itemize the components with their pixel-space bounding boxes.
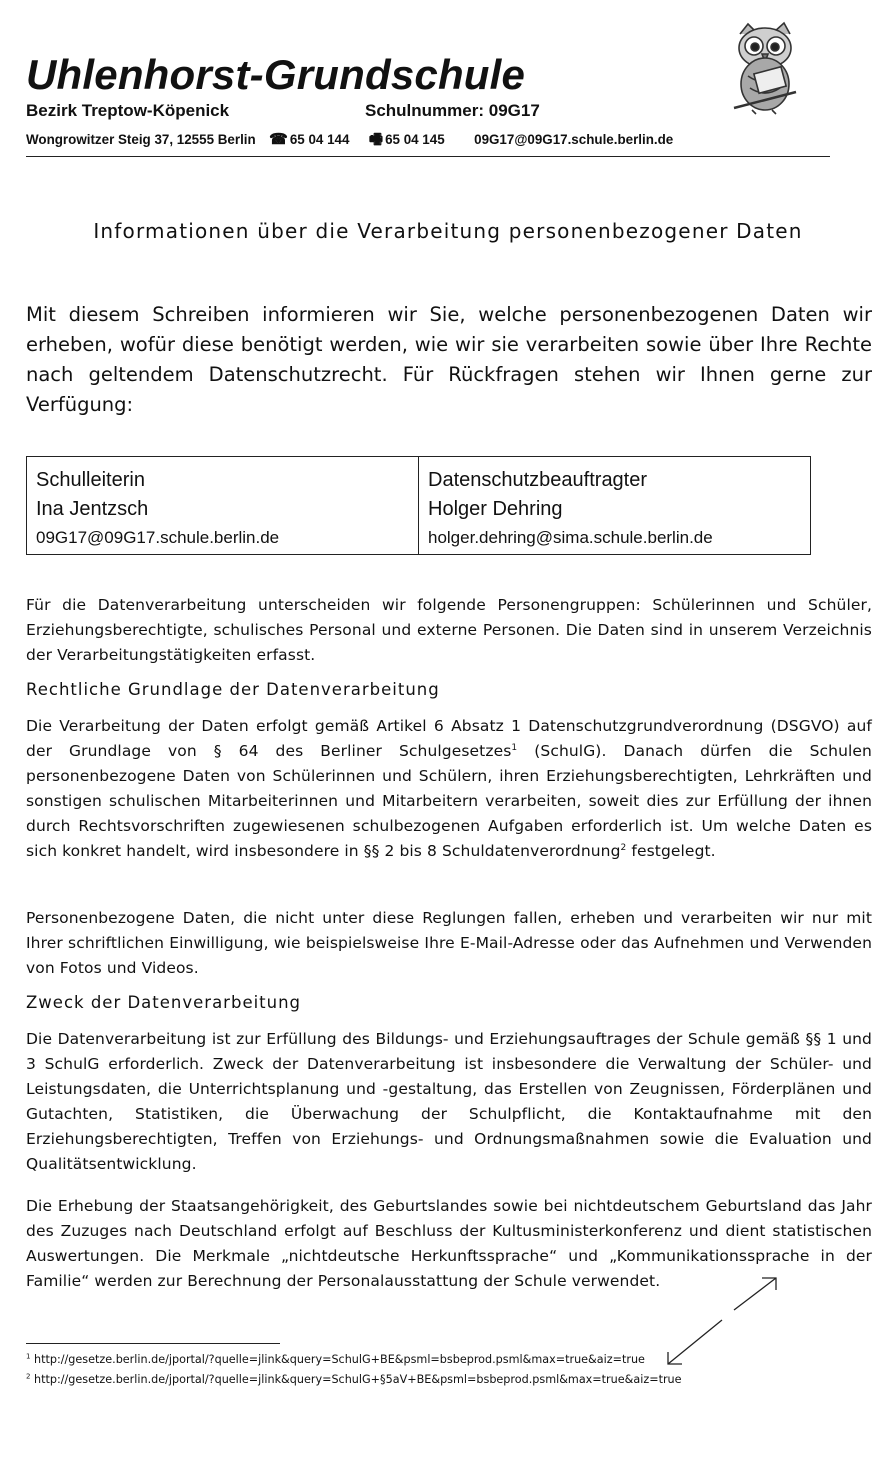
- school-name: Uhlenhorst-Grundschule: [26, 51, 526, 98]
- footnote-link[interactable]: http://gesetze.berlin.de/jportal/?quelle=jlink&query=SchulG+BE&psml=bsbeprod.psml&max=true&aiz=true: [30, 1353, 645, 1366]
- footnote-ref-2: 2: [620, 842, 627, 853]
- paragraph-text: Die Verarbeitung der Daten erfolgt gemäß Artikel 6 Absatz 1 Datenschutzgrundverordnung (DSGVO) auf der Grundlage von § 64 des Berliner Schulgesetzes: [26, 717, 872, 760]
- resize-diagonal-icon: [660, 1276, 780, 1376]
- school-number: Schulnummer: 09G17: [365, 101, 540, 120]
- contact-principal: [27, 457, 418, 554]
- paragraph-legal-basis: [26, 714, 872, 864]
- school-district: Bezirk Treptow-Köpenick: [26, 101, 230, 120]
- heading-legal-basis: Rechtliche Grundlage der Datenverarbeitung: [26, 680, 440, 699]
- contact-name: Ina Jentzsch: [36, 498, 149, 520]
- footnote-link[interactable]: http://gesetze.berlin.de/jportal/?quelle=jlink&query=SchulG+§5aV+BE&psml=bsbeprod.psml&max=true&aiz=true: [30, 1373, 682, 1386]
- owl-mascot-icon: [726, 18, 804, 116]
- school-address: Wongrowitzer Steig 37, 12555 Berlin: [26, 132, 256, 147]
- header-divider: [26, 156, 830, 157]
- footnote-2: [26, 1373, 682, 1386]
- contact-name: Holger Dehring: [428, 498, 563, 520]
- footnote-1: [26, 1353, 645, 1366]
- contact-email: 09G17@09G17.schule.berlin.de: [36, 528, 280, 547]
- phone-number: 65 04 144: [289, 132, 350, 147]
- heading-purpose: Zweck der Datenverarbeitung: [26, 993, 302, 1012]
- contact-data-protection-officer: [418, 457, 810, 554]
- fax-number: 65 04 145: [385, 132, 445, 147]
- address-line: [26, 129, 673, 154]
- paragraph-text: festgelegt.: [626, 842, 716, 860]
- paragraph-text: (SchulG). Danach dürfen die Schulen personenbezogene Daten von Schülerinnen und Schülern, ihren Erziehungsberechtigten, Lehrkräften und sonstigen schulischen Mitarbeiterinnen und Mitarbeitern verarbeiten, soweit dies zur Erfüllung der ihnen durch Rechtsvorschriften zugewiesenen schulbezogenen Aufgaben erforderlich ist. Um welche Daten es sich konkret handelt, wird insbesondere in §§ 2 bis 8 Schuldatenverordnung: [26, 742, 872, 860]
- footnote-mark: 2: [26, 1372, 31, 1381]
- phone-icon: ☎: [269, 131, 288, 148]
- contact-role: Datenschutzbeauftragter: [428, 469, 648, 491]
- paragraph-consent: Personenbezogene Daten, die nicht unter diese Reglungen fallen, erheben und verarbeiten wir nur mit Ihrer schriftlichen Einwilligung, wie beispielsweise Ihre E-Mail-Adresse oder das Aufnehmen und Verwenden von Fotos und Videos.: [26, 909, 872, 977]
- intro-paragraph: Mit diesem Schreiben informieren wir Sie, welche personenbezogenen Daten wir erheben, wofür diese benötigt werden, wie wir sie verarbeiten sowie über Ihre Rechte nach geltendem Datenschutzrecht. Für Rückfragen stehen wir Ihnen gerne zur Verfügung:: [26, 303, 872, 416]
- paragraph-nationality: Die Erhebung der Staatsangehörigkeit, des Geburtslandes sowie bei nichtdeutschem Geburtsland das Jahr des Zuzuges nach Deutschland erfolgt auf Beschluss der Kultusministerkonferenz und dient statistischen Auswertungen. Die Merkmale „nichtdeutsche Herkunftssprache“ und „Kommunikationssprache in der Familie“ werden zur Berechnung der Personalausstattung der Schule verwendet.: [26, 1197, 872, 1290]
- contact-table: [26, 456, 811, 555]
- school-email: 09G17@09G17.schule.berlin.de: [474, 132, 674, 147]
- contact-role: Schulleiterin: [36, 469, 145, 491]
- footnote-mark: 1: [26, 1352, 31, 1361]
- document-title: Informationen über die Verarbeitung personenbezogener Daten: [93, 219, 803, 243]
- footnote-ref-1: 1: [511, 742, 518, 753]
- footnote-divider: [26, 1343, 280, 1344]
- paragraph-person-groups: Für die Datenverarbeitung unterscheiden wir folgende Personengruppen: Schülerinnen und Schüler, Erziehungsberechtigte, schulisches Personal und externe Personen. Die Daten sind in unserem Verzeichnis der Verarbeitungstätigkeiten erfasst.: [26, 596, 872, 664]
- contact-email: holger.dehring@sima.schule.berlin.de: [428, 528, 713, 547]
- paragraph-purpose: Die Datenverarbeitung ist zur Erfüllung des Bildungs- und Erziehungsauftrages der Schule gemäß §§ 1 und 3 SchulG erforderlich. Zweck der Datenverarbeitung ist insbesondere die Verwaltung der Schüler- und Leistungsdaten, die Unterrichtsplanung und -gestaltung, das Erstellen von Zeugnissen, Förderplänen und Gutachten, Statistiken, die Überwachung der Schulpflicht, die Kontaktaufnahme mit den Erziehungsberechtigten, Treffen von Erziehungs- und Ordnungsmaßnahmen sowie die Evaluation und Qualitätsentwicklung.: [26, 1030, 872, 1173]
- fax-icon: 🖷: [368, 131, 384, 148]
